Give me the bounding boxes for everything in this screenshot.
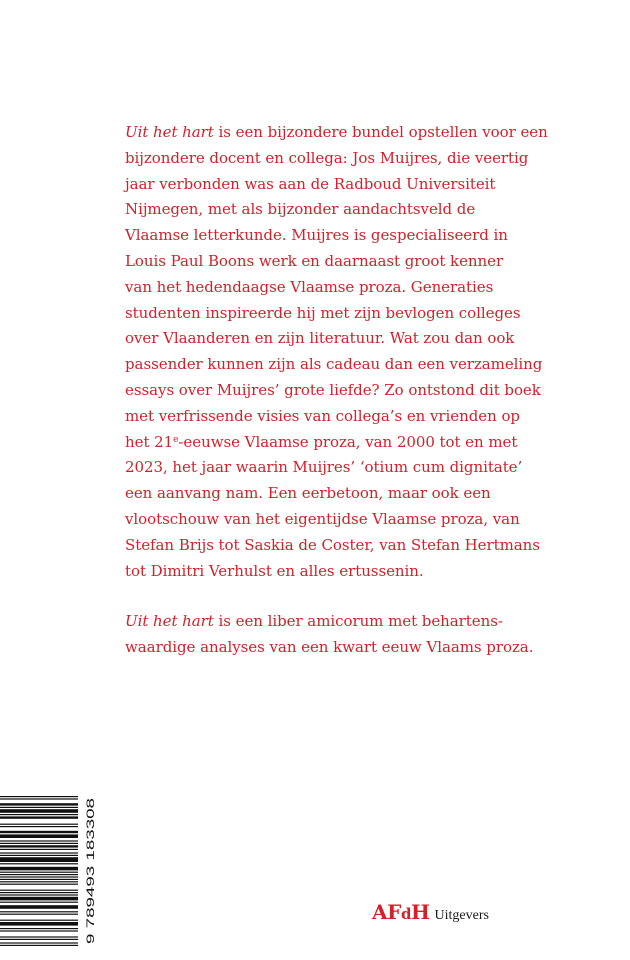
- book-title-italic: Uit het hart: [125, 612, 214, 631]
- blurb-line: [125, 301, 525, 327]
- blurb-line: [125, 609, 525, 635]
- barcode-bar: [0, 845, 78, 847]
- barcode-bar: [0, 874, 78, 875]
- blurb-line: [125, 559, 525, 585]
- barcode-bar: [0, 855, 78, 856]
- blurb-line-text: is een bijzondere bundel opstellen voor een: [213, 123, 548, 141]
- blurb-paragraph-1: [125, 120, 548, 584]
- blurb-line: [125, 481, 525, 507]
- barcode-bar: [0, 803, 78, 805]
- blurb-line-text: passender kunnen zijn als cadeau dan een verzameling: [125, 355, 543, 374]
- blurb-line-text: is een liber amicorum met behartens-: [213, 612, 503, 631]
- barcode-bar: [0, 881, 78, 882]
- blurb-line-text: vlootschouw van het eigentijdse Vlaamse proza, van: [125, 509, 520, 528]
- barcode-bar: [0, 840, 78, 841]
- blurb-line-text: het 21: [125, 432, 174, 451]
- barcode-bar: [0, 834, 78, 838]
- blurb-line: [125, 404, 525, 430]
- isbn-number: [80, 796, 100, 946]
- logo-letter-d: d: [400, 905, 412, 923]
- barcode-bar: [0, 814, 78, 815]
- blurb-line-text: 2023, het jaar waarin Muijres’ ‘otium cum dignitate’: [125, 458, 523, 477]
- barcode-bar: [0, 872, 78, 873]
- blurb-line-text: met verfrissende visies van collega’s en vrienden op: [125, 406, 520, 425]
- publisher-logo: [372, 900, 489, 924]
- barcode-bar: [0, 876, 78, 877]
- blurb-line: [125, 223, 525, 249]
- barcode-bar: [0, 936, 78, 937]
- logo-letter-h: H: [411, 900, 430, 924]
- logo-letter-f: F: [387, 900, 401, 924]
- barcode-bar: [0, 914, 78, 915]
- barcode-bar: [0, 928, 78, 929]
- blurb-line: [125, 275, 525, 301]
- barcode-bar: [0, 884, 78, 885]
- blurb-line-text: Louis Paul Boons werk en daarnaast groot kenner: [125, 251, 504, 270]
- blurb-line-text: waardige analyses van een kwart eeuw Vlaams proza.: [125, 638, 534, 657]
- blurb-line: [125, 507, 525, 533]
- barcode-bar: [0, 816, 78, 818]
- blurb-line-text: Vlaamse letterkunde. Muijres is gespecialiseerd in: [125, 226, 508, 245]
- back-cover-blurb: [125, 120, 548, 661]
- barcode-bar: [0, 824, 78, 825]
- barcode-bar: [0, 796, 78, 797]
- blurb-line-text: essays over Muijres’ grote liefde? Zo ontstond dit boek: [125, 380, 541, 399]
- barcode-bar: [0, 831, 78, 833]
- logo-letter-a: A: [372, 900, 388, 924]
- blurb-line-text: Stefan Brijs tot Saskia de Coster, van Stefan Hertmans: [125, 535, 540, 554]
- barcode-bar: [0, 892, 78, 893]
- blurb-line: [125, 120, 548, 146]
- blurb-line-text: bijzondere docent en collega: Jos Muijres, die veertig: [125, 148, 529, 167]
- isbn-number-text: 9 789493 183308: [85, 858, 97, 944]
- blurb-line-text: over Vlaanderen en zijn literatuur. Wat zou dan ook: [125, 329, 515, 348]
- barcode-bar: [0, 922, 78, 926]
- blurb-line: [125, 197, 525, 223]
- blurb-line: [125, 635, 534, 661]
- barcode-bar: [0, 852, 78, 853]
- barcode-bar: [0, 911, 78, 912]
- blurb-paragraph-2: [125, 609, 534, 661]
- blurb-line: [125, 455, 525, 481]
- blurb-line-text: studenten inspireerde hij met zijn bevlogen colleges: [125, 303, 521, 322]
- barcode-bar: [0, 798, 78, 799]
- blurb-line-text: jaar verbonden was aan de Radboud Universiteit: [125, 174, 496, 193]
- blurb-line: [125, 249, 525, 275]
- blurb-line: [125, 352, 543, 378]
- blurb-line: [125, 430, 525, 456]
- barcode-bar: [0, 843, 78, 844]
- blurb-line-text: een aanvang nam. Een eerbetoon, maar ook een: [125, 484, 491, 503]
- barcode-bar: [0, 942, 78, 943]
- blurb-line-text-after: -eeuwse Vlaamse proza, van 2000 tot en met: [178, 432, 518, 451]
- blurb-line: [125, 326, 525, 352]
- blurb-line: [125, 533, 540, 559]
- blurb-line: [125, 378, 541, 404]
- barcode-bar: [0, 863, 78, 864]
- barcode-bar: [0, 867, 78, 871]
- barcode-bar: [0, 809, 78, 813]
- barcode-bar: [0, 905, 78, 909]
- barcode-bar: [0, 897, 78, 901]
- barcode-bar: [0, 939, 78, 940]
- barcode-bar: [0, 849, 78, 850]
- barcode-bar: [0, 890, 78, 891]
- blurb-line-text: tot Dimitri Verhulst en alles ertussenin.: [125, 561, 424, 580]
- barcode-bar: [0, 920, 78, 921]
- blurb-line: [125, 146, 529, 172]
- barcode-bar: [0, 894, 78, 895]
- blurb-line-text: van het hedendaagse Vlaamse proza. Generaties: [125, 277, 494, 296]
- blurb-line: [125, 172, 525, 198]
- afdh-logo-mark: [372, 900, 430, 924]
- barcode-bar: [0, 879, 78, 880]
- barcode-bar: [0, 807, 78, 808]
- barcode-bar: [0, 857, 78, 862]
- barcode-bar: [0, 930, 78, 931]
- ordinal-superscript: e: [173, 434, 179, 445]
- barcode-bar: [0, 945, 78, 946]
- blurb-line-text: Nijmegen, met als bijzonder aandachtsveld de: [125, 200, 476, 219]
- book-title-italic: Uit het hart: [125, 123, 214, 141]
- publisher-name: Uitgevers: [434, 908, 489, 923]
- barcode-bar: [0, 902, 78, 903]
- barcode-bar: [0, 826, 78, 827]
